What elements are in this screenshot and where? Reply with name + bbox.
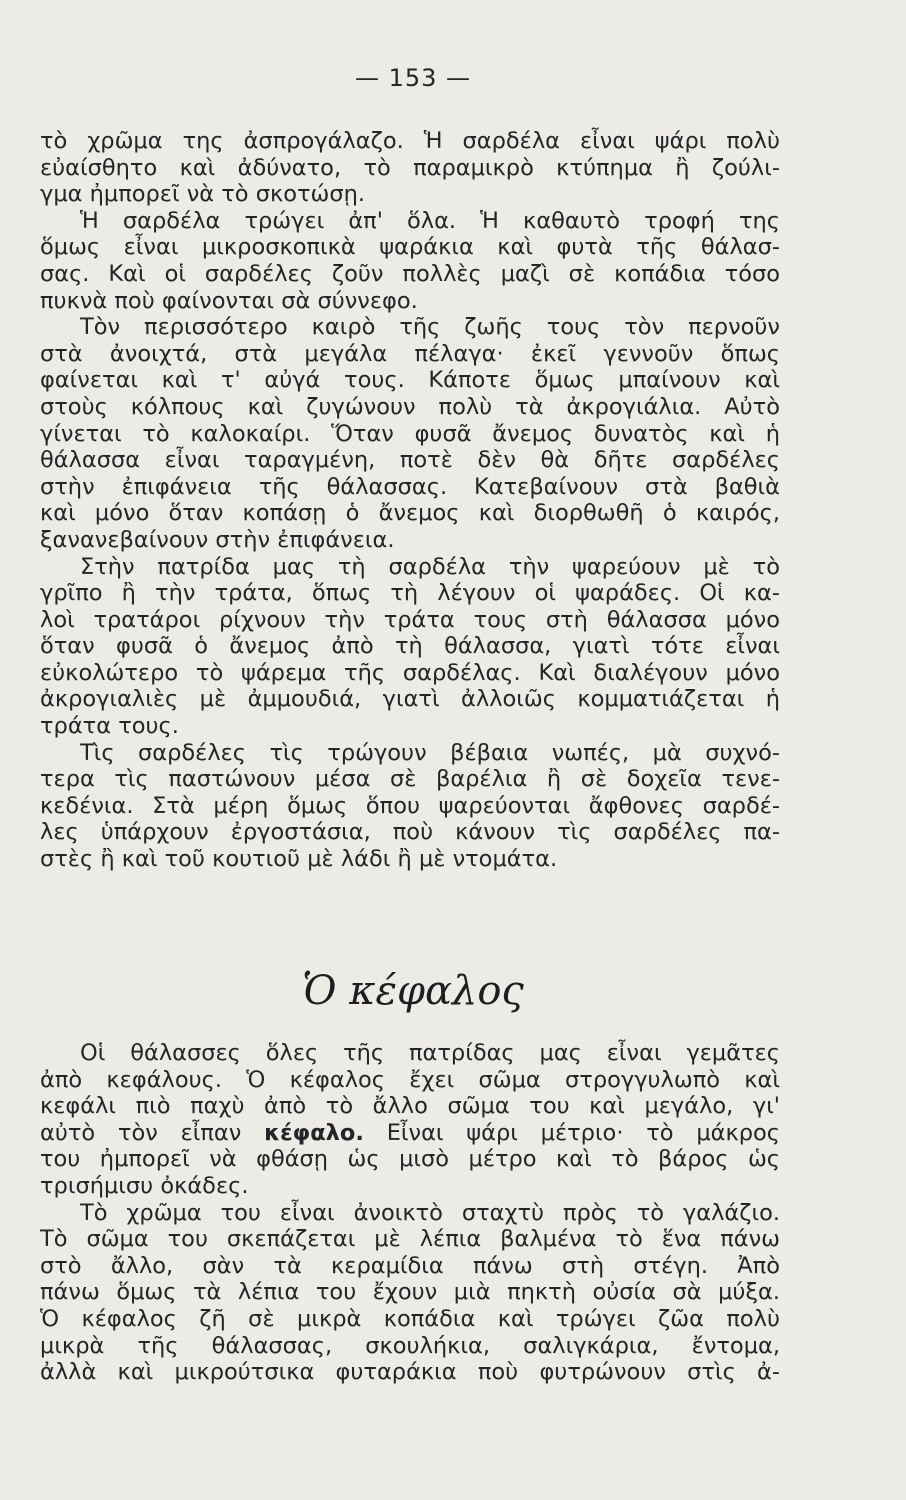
text-line: Τὶς σαρδέλες τὶς τρώγουν βέβαια νωπές, μὰ συχνό- xyxy=(80,739,780,766)
text-line: ὅταν φυσᾶ ὁ ἄνεμος ἀπὸ τὴ θάλασσα, γιατὶ τότε εἶναι xyxy=(40,633,780,660)
text-section-sardine xyxy=(40,128,780,873)
text-line: φαίνεται καὶ τ' αὐγά τους. Κάποτε ὅμως μπαίνουν καὶ xyxy=(40,367,780,394)
text-line: Οἱ θάλασσες ὅλες τῆς πατρίδας μας εἶναι γεμᾶτες xyxy=(80,1040,780,1066)
text-line: ξανανεβαίνουν στὴν ἐπιφάνεια. xyxy=(40,526,395,553)
text-line: πάνω ὅμως τὰ λέπια του ἔχουν μιὰ πηκτὴ οὐσία σὰ μύξα. xyxy=(40,1279,780,1306)
text-line: στὴν ἐπιφάνεια τῆς θάλασσας. Κατεβαίνουν στὰ βαθιὰ xyxy=(40,473,780,500)
text-section-kefalos xyxy=(40,1040,780,1386)
text-line-with-bold xyxy=(40,1120,780,1147)
text-line: γίνεται τὸ καλοκαίρι. Ὅταν φυσᾶ ἄνεμος δυνατὸς καὶ ἡ xyxy=(40,420,780,447)
text-line: κεδένια. Στὰ μέρη ὅμως ὅπου ψαρεύονται ἄφθονες σαρδέ- xyxy=(40,792,780,819)
text-line: λοὶ τρατάροι ρίχνουν τὴν τράτα τους στὴ θάλασσα μόνο xyxy=(40,606,780,633)
text-line: ἀπὸ κεφάλους. Ὁ κέφαλος ἔχει σῶμα στρογγυλωπὸ καὶ xyxy=(40,1066,780,1093)
text-line: Ὁ κέφαλος ζῆ σὲ μικρὰ κοπάδια καὶ τρώγει ζῶα πολὺ xyxy=(40,1305,780,1332)
text-line: στοὺς κόλπους καὶ ζυγώνουν πολὺ τὰ ἀκρογιάλια. Αὐτὸ xyxy=(40,393,780,420)
text-line: θάλασσα εἶναι ταραγμένη, ποτὲ δὲν θὰ δῆτε σαρδέλες xyxy=(40,447,780,474)
text-line: εὐκολώτερο τὸ ψάρεμα τῆς σαρδέλας. Καὶ διαλέγουν μόνο xyxy=(40,659,780,686)
text-line: τὸ χρῶμα της ἀσπρογάλαζο. Ἡ σαρδέλα εἶναι ψάρι πολὺ xyxy=(40,128,780,154)
text-line: Ἡ σαρδέλα τρώγει ἀπ' ὅλα. Ἡ καθαυτὸ τροφή της xyxy=(80,207,780,234)
text-line: καὶ μόνο ὅταν κοπάσῃ ὁ ἄνεμος καὶ διορθωθῆ ὁ καιρός, xyxy=(40,500,780,527)
text-fragment: Εἶναι ψάρι μέτριο· τὸ μάκρος xyxy=(386,1119,780,1146)
text-line: σας. Καὶ οἱ σαρδέλες ζοῦν πολλὲς μαζὶ σὲ κοπάδια τόσο xyxy=(40,260,780,287)
text-line: γμα ἠμπορεῖ νὰ τὸ σκοτώσῃ. xyxy=(40,181,366,208)
text-fragment: αὐτὸ τὸν εἶπαν xyxy=(40,1119,242,1146)
text-line: γρῖπο ἢ τὴν τράτα, ὅπως τὴ λέγουν οἱ ψαράδες. Οἱ κα- xyxy=(40,580,780,607)
text-line: Τὸν περισσότερο καιρὸ τῆς ζωῆς τους τὸν περνοῦν xyxy=(80,314,780,341)
section-heading: Ὁ κέφαλος xyxy=(302,968,524,1014)
text-line: στὲς ἢ καὶ τοῦ κουτιοῦ μὲ λάδι ἢ μὲ ντομάτα. xyxy=(40,846,558,873)
text-line: στὰ ἀνοιχτά, στὰ μεγάλα πέλαγα· ἐκεῖ γεννοῦν ὅπως xyxy=(40,340,780,367)
text-line: στὸ ἄλλο, σὰν τὰ κεραμίδια πάνω στὴ στέγη. Ἀπὸ xyxy=(40,1252,780,1279)
text-line: λες ὑπάρχουν ἐργοστάσια, ποὺ κάνουν τὶς σαρδέλες πα- xyxy=(40,819,780,846)
text-line: πυκνὰ ποὺ φαίνονται σὰ σύννεφο. xyxy=(40,287,418,314)
text-line: κεφάλι πιὸ παχὺ ἀπὸ τὸ ἄλλο σῶμα του καὶ μεγάλο, γι' xyxy=(40,1093,780,1120)
text-line: τρισήμισυ ὀκάδες. xyxy=(40,1172,249,1199)
text-line: Τὸ χρῶμα του εἶναι ἀνοικτὸ σταχτὺ πρὸς τὸ γαλάζιο. xyxy=(80,1199,780,1226)
page-number: — 153 — xyxy=(354,64,472,92)
text-line: ἀλλὰ καὶ μικρούτσικα φυταράκια ποὺ φυτρώνουν στὶς ἀ- xyxy=(40,1359,780,1386)
text-line: Στὴν πατρίδα μας τὴ σαρδέλα τὴν ψαρεύουν μὲ τὸ xyxy=(80,553,780,580)
text-line: ἀκρογιαλιὲς μὲ ἀμμουδιά, γιατὶ ἀλλοιῶς κομματιάζεται ἡ xyxy=(40,686,780,713)
text-line: του ἠμπορεῖ νὰ φθάσῃ ὡς μισὸ μέτρο καὶ τὸ βάρος ὡς xyxy=(40,1146,780,1173)
text-line: ὅμως εἶναι μικροσκοπικὰ ψαράκια καὶ φυτὰ τῆς θάλασ- xyxy=(40,234,780,261)
text-line: Τὸ σῶμα του σκεπάζεται μὲ λέπια βαλμένα τὸ ἕνα πάνω xyxy=(40,1226,780,1253)
text-line: τράτα τους. xyxy=(40,713,179,740)
bold-term: κέφαλο. xyxy=(264,1119,364,1146)
text-line: εὐαίσθητο καὶ ἀδύνατο, τὸ παραμικρὸ κτύπημα ἢ ζούλι- xyxy=(40,154,780,181)
text-line: μικρὰ τῆς θάλασσας, σκουλήκια, σαλιγκάρια, ἔντομα, xyxy=(40,1332,780,1359)
text-line: τερα τὶς παστώνουν μέσα σὲ βαρέλια ἢ σὲ δοχεῖα τενε- xyxy=(40,766,780,793)
